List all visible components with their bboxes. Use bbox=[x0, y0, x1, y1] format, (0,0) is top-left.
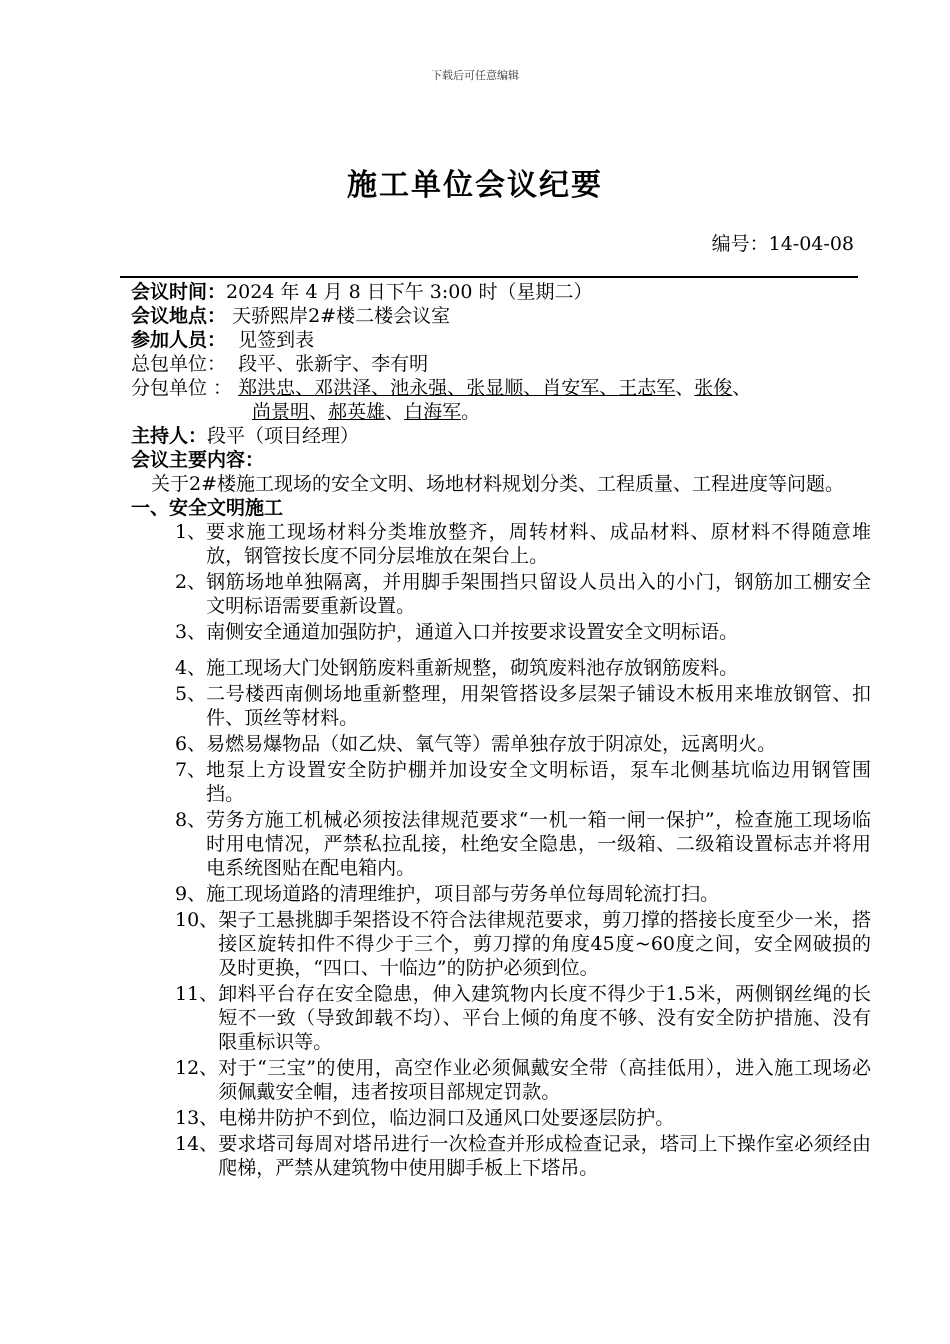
list-item bbox=[175, 758, 871, 806]
item-text: 要求塔司每周对塔吊进行一次检查并形成检查记录，塔司上下操作室必须经由爬梯，严禁从建筑物中使用脚手板上下塔吊。 bbox=[218, 1133, 871, 1179]
sub-name: 邓洪泽 bbox=[314, 377, 372, 399]
list-item bbox=[175, 656, 871, 680]
item-text: 对于“三宝”的使用，高空作业必须佩戴安全带（高挂低用），进入施工现场必须佩戴安全帽，违者按项目部规定罚款。 bbox=[218, 1057, 871, 1103]
list-item bbox=[175, 808, 871, 880]
item-text: 劳务方施工机械必须按法律规范要求“一机一箱一闸一保护”，检查施工现场临时用电情况，严禁私拉乱接，杜绝安全隐患，一级箱、二级箱设置标志并将用电系统图贴在配电箱内。 bbox=[206, 809, 871, 879]
item-text: 二号楼西南侧场地重新整理，用架管搭设多层架子铺设木板用来堆放钢管、扣件、顶丝等材料。 bbox=[206, 683, 871, 729]
item-number: 4、 bbox=[175, 657, 207, 679]
host-row bbox=[131, 424, 871, 448]
sub-name: 肖安军 bbox=[542, 377, 600, 399]
item-number: 7、 bbox=[175, 759, 207, 781]
item-number: 12、 bbox=[175, 1057, 219, 1079]
list-item bbox=[175, 982, 871, 1054]
subcontractor-row-2: 尚景明、郝英雄、白海军。 bbox=[252, 401, 481, 423]
item-text: 施工现场大门处钢筋废料重新规整，砌筑废料池存放钢筋废料。 bbox=[206, 657, 739, 679]
download-watermark: 下载后可任意编辑 bbox=[431, 69, 519, 82]
content-label: 会议主要内容： bbox=[131, 449, 265, 471]
item-number: 5、 bbox=[175, 683, 207, 705]
meeting-time-value: 2024 年 4 月 8 日下午 3:00 时（星期二） bbox=[226, 281, 593, 303]
item-number: 8、 bbox=[175, 809, 207, 831]
item-text: 南侧安全通道加强防护，通道入口并按要求设置安全文明标语。 bbox=[206, 621, 739, 643]
meeting-time-row bbox=[131, 280, 871, 304]
header-divider bbox=[120, 276, 858, 278]
attendees-label: 参加人员： bbox=[131, 329, 227, 351]
sub-name: 张俊 bbox=[694, 377, 733, 399]
item-text: 电梯井防护不到位，临边洞口及通风口处要逐层防护。 bbox=[218, 1107, 675, 1129]
page-title: 施工单位会议纪要 bbox=[347, 168, 603, 203]
sub-name: 郑洪忠 bbox=[238, 377, 296, 399]
general-contractor-label: 总包单位： bbox=[131, 353, 227, 375]
host-value: 段平（项目经理） bbox=[207, 425, 360, 447]
meeting-time-label: 会议时间： bbox=[131, 281, 227, 303]
item-text: 要求施工现场材料分类堆放整齐，周转材料、成品材料、原材料不得随意堆放，钢管按长度不同分层堆放在架台上。 bbox=[206, 521, 871, 567]
item-text: 易燃易爆物品（如乙炔、氧气等）需单独存放于阴凉处，远离明火。 bbox=[206, 733, 777, 755]
subcontractor-row: 分包单位 ： 郑洪忠、邓洪泽、池永强、张显顺、肖安军、王志军、张俊、 bbox=[131, 377, 752, 399]
item-number: 2、 bbox=[175, 571, 207, 593]
list-item bbox=[175, 620, 871, 644]
list-item bbox=[175, 908, 871, 980]
item-number: 10、 bbox=[175, 909, 219, 931]
item-number: 3、 bbox=[175, 621, 207, 643]
item-text: 卸料平台存在安全隐患，伸入建筑物内长度不得少于1.5米，两侧钢丝绳的长短不一致（导致卸载不均）、平台上倾的角度不够、没有安全防护措施、没有限重标识等。 bbox=[218, 983, 871, 1053]
sub-name: 郝英雄 bbox=[328, 401, 386, 423]
meeting-place-value: 天骄熙岸2#楼二楼会议室 bbox=[232, 305, 451, 327]
list-item bbox=[175, 732, 871, 756]
general-contractor-row bbox=[131, 352, 871, 376]
general-contractor-value: 段平、张新宇、李有明 bbox=[238, 353, 429, 375]
sub-name: 王志军 bbox=[618, 377, 676, 399]
item-number: 11、 bbox=[175, 983, 219, 1005]
item-text: 施工现场道路的清理维护，项目部与劳务单位每周轮流打扫。 bbox=[206, 883, 720, 905]
item-number: 1、 bbox=[175, 521, 207, 543]
sub-name: 张显顺 bbox=[466, 377, 524, 399]
list-item bbox=[175, 882, 871, 906]
sub-name: 白海军 bbox=[404, 401, 462, 423]
item-number: 9、 bbox=[175, 883, 207, 905]
sub-name: 尚景明 bbox=[252, 401, 310, 423]
item-text: 地泵上方设置安全防护棚并加设安全文明标语，泵车北侧基坑临边用钢管围挡。 bbox=[206, 759, 871, 805]
section-title: 一、安全文明施工 bbox=[131, 497, 284, 519]
meeting-place-label: 会议地点： bbox=[131, 305, 227, 327]
attendees-value: 见签到表 bbox=[238, 329, 315, 351]
list-item bbox=[175, 1132, 871, 1180]
sub-name: 池永强 bbox=[390, 377, 448, 399]
meeting-body bbox=[131, 280, 871, 1180]
document-number: 编号：14-04-08 bbox=[711, 233, 854, 255]
attendees-row bbox=[131, 328, 871, 352]
item-text: 架子工悬挑脚手架搭设不符合法律规范要求，剪刀撑的搭接长度至少一米，搭接区旋转扣件不得少于三个，剪刀撑的角度45度~60度之间，安全网破损的及时更换，“四口、十临边”的防护必须到位。 bbox=[218, 909, 871, 979]
item-text: 钢筋场地单独隔离，并用脚手架围挡只留设人员出入的小门，钢筋加工棚安全文明标语需要重新设置。 bbox=[206, 571, 871, 617]
subcontractor-label: 分包单位 ： bbox=[131, 377, 233, 399]
item-number: 6、 bbox=[175, 733, 207, 755]
list-item bbox=[175, 1106, 871, 1130]
item-number: 14、 bbox=[175, 1133, 219, 1155]
list-item bbox=[175, 682, 871, 730]
list-item bbox=[175, 1056, 871, 1104]
content-intro: 关于2#楼施工现场的安全文明、场地材料规划分类、工程质量、工程进度等问题。 bbox=[151, 473, 845, 495]
host-label: 主持人： bbox=[131, 425, 208, 447]
list-item bbox=[175, 570, 871, 618]
meeting-place-row bbox=[131, 304, 871, 328]
list-item bbox=[175, 520, 871, 568]
safety-item-list bbox=[131, 520, 871, 1180]
item-number: 13、 bbox=[175, 1107, 219, 1129]
